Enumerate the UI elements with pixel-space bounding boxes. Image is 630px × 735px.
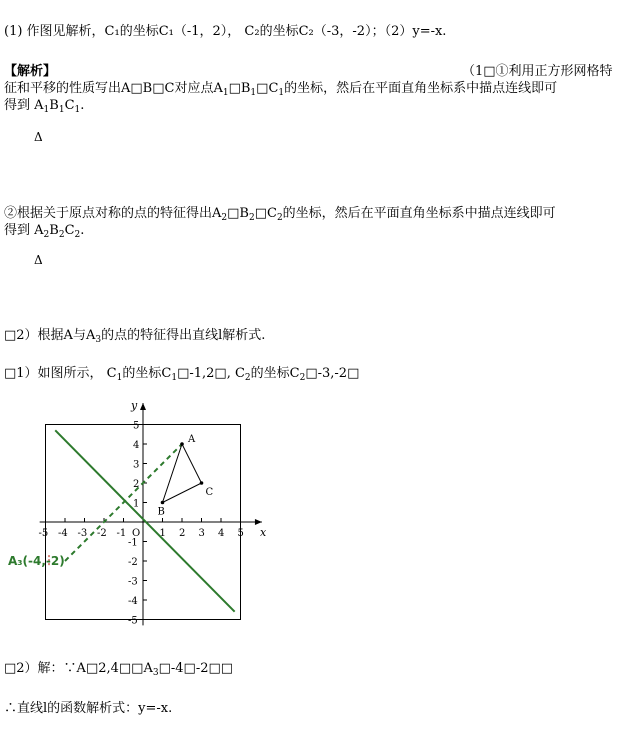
part2-line-1: ②根据关于原点对称的点的特征得出$A_2□B_2□C_2$的坐标，然后在平面直角坐标系中描点连线即可 xyxy=(4,206,556,223)
solution-2-line: □2）解：$\because A□2,4□□A_3□-4□-2□□$ xyxy=(4,661,234,678)
y-tick-label: 5 xyxy=(133,420,140,432)
y-tick-label: -5 xyxy=(128,615,138,627)
y-tick-label: 2 xyxy=(133,479,140,490)
y-tick-label: -2 xyxy=(128,557,138,568)
coordinate-graph xyxy=(0,395,630,640)
a3-label: A₃(-4,-2) xyxy=(8,554,65,568)
y-axis-label: y xyxy=(131,399,138,412)
question-2-line: □2）根据A与$A_3$的点的特征得出直线l解析式. xyxy=(4,328,266,345)
point-label-c: C xyxy=(205,487,214,498)
x-tick-label: -2 xyxy=(97,528,107,539)
triangle-mark-1: Δ xyxy=(34,130,43,144)
analysis-line-1: 征和平移的性质写出A□B□C对应点$A_1□B_1□C_1$的坐标，然后在平面直角坐标系中描点连线即可 xyxy=(4,81,558,98)
x-tick-label: 5 xyxy=(237,528,244,539)
x-tick-label: -4 xyxy=(58,528,68,539)
analysis-heading: 【解析】 xyxy=(4,64,57,79)
y-tick-label: 1 xyxy=(133,498,140,510)
analysis-line-2: 得到 $A_1B_1C_1$. xyxy=(4,98,85,115)
triangle-mark-2: Δ xyxy=(34,253,43,267)
x-tick-label: 2 xyxy=(179,528,186,539)
conclusion-line: ∴直线l的函数解析式：y=-x. xyxy=(4,701,173,716)
point-label-b: B xyxy=(157,506,165,518)
y-tick-label: -4 xyxy=(128,596,138,607)
part2-line-2: 得到 $A_2B_2C_2$. xyxy=(4,223,85,240)
point-label-a: A xyxy=(188,434,196,445)
y-tick-label: 3 xyxy=(133,459,140,471)
point-c xyxy=(200,481,204,485)
x-tick-label: 3 xyxy=(198,528,205,539)
point-a xyxy=(180,442,184,446)
x-tick-label: 1 xyxy=(159,528,166,539)
x-tick-label: -5 xyxy=(38,528,49,539)
line-l xyxy=(55,430,234,611)
y-tick-label: -3 xyxy=(128,576,138,588)
x-axis-label: x xyxy=(260,526,267,539)
analysis-note-right: （1□①利用正方形网格特 xyxy=(462,64,613,79)
dashed-segment xyxy=(65,444,182,561)
point-b xyxy=(161,501,165,505)
y-axis-arrow xyxy=(140,403,146,410)
triangle-abc xyxy=(163,444,202,503)
answer-line: (1) 作图见解析，C₁的坐标C₁（-1，2）， C₂的坐标C₂（-3，-2）；（2）y=-x. xyxy=(4,24,447,39)
x-axis-arrow xyxy=(255,519,262,525)
origin-label: O xyxy=(132,528,141,539)
x-tick-label: -1 xyxy=(116,528,127,539)
y-tick-label: -1 xyxy=(128,537,138,549)
solution-1-line: □1）如图所示， $C_1$的坐标$C_1□-1,2□$, $C_2$的坐标$C_2□-3,-2□$ xyxy=(4,366,360,383)
x-tick-label: 4 xyxy=(218,528,225,539)
x-tick-label: -3 xyxy=(77,528,88,539)
y-tick-label: 4 xyxy=(133,440,140,451)
